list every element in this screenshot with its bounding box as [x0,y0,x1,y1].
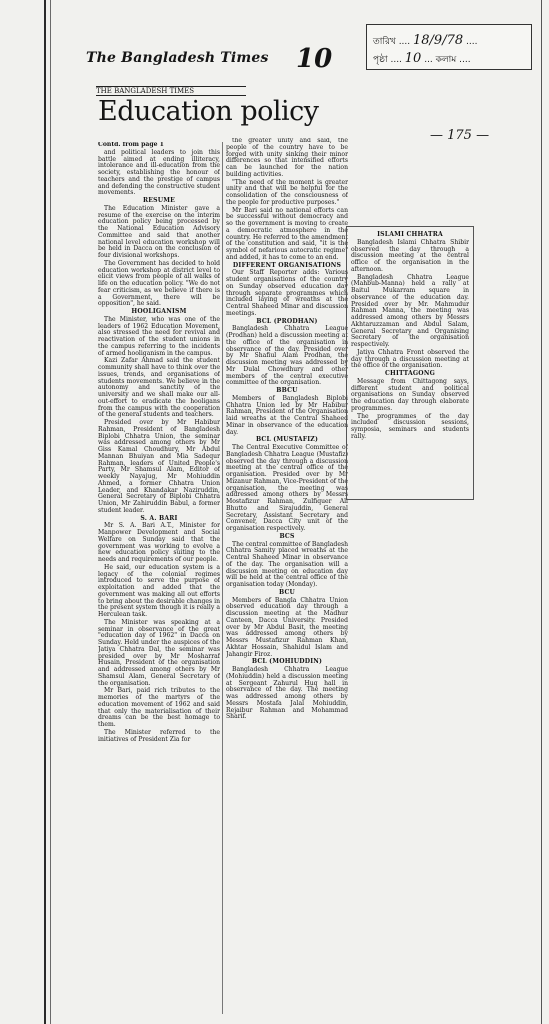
paragraph: The Minister, who was one of the leaders of 1962 Education Movement, also stressed the need for revival and reactivation of the student unions in the campus referring to the incidents of armed hooliganism in the campus. [98,315,220,357]
binding-edge-inner [50,0,51,1024]
continuation-note: Contd. from page 1 [98,142,164,148]
stamp-column-label: কলাম [435,55,457,65]
subheading: BBCU [276,387,298,394]
article-column-2 [226,138,348,1010]
archive-stamp [366,24,532,70]
paragraph: Jatiya Chhatra Front observed the day through a discussion meeting at the office of the organisation. [351,348,469,370]
handwritten-page-number: 10 [296,44,333,74]
paragraph: "The need of the moment is greater unity and that will be helpful for the consolidation of the consciousness of the people for productive purposes." [226,178,348,206]
subheading: RESUME [142,197,175,204]
right-edge [541,0,542,1024]
sidebar-continuation [346,226,474,500]
paragraph: Bangladesh Islami Chhatra Shibir observed the day through a discussion meeting at the central office of the organisation in the afternoon. [351,238,469,273]
paragraph: Bangladesh Chhatra League (Prodhan) held a discussion meeting at the office of the organisation in observance of the day. Presided over by Mr Shafiul Alam Prodhan, the discussion meeting was addressed by Mr Dulal Chowdhury and other members of the central executive committee of the organisation. [226,325,348,387]
paragraph: Mr S. A. Bari A.T., Minister for Manpower Development and Social Welfare on Sunday said that the government was working to evolve a new education policy suiting to the needs and requirements of our people. [98,522,220,563]
paragraph: Members of Bangladesh Biplobi Chhatra Union led by Mr Habibur Rahman, President of the Organisation laid wreaths at the Central Shaheed Minar in observance of the education day. [226,394,348,436]
paragraph: The Education Minister gave a resume of the exercise on the interim education policy being processed by the National Education Advisory Committee and said that another national level education workshop will be held in Dacca on the conclusion of four divisional workshops. [98,204,220,259]
subheading: CHITTAGONG [385,370,435,377]
paragraph: Mr Bari said no national efforts can be successful without democracy and so the government is moving to create a democratic atmosphere in the country. He referred to the amendment of the constitution and said, "it is the symbol of nefarious autocratic regime" and added, it has to come to an end. [226,206,348,261]
subheading: BCL (MOHIUDDIN) [251,658,323,666]
stamp-page-value: 10 [404,51,422,66]
paragraph: Kazi Zafar Ahmad said the student community shall have to think over the issues, trends, and organisations of students movements. We believe in the autonomy and sanctity of the university and we shall make our all-out-effort to eradicate the hooligans from the campus with the cooperation of the general students and teachers. [98,357,220,419]
paragraph: The Minister referred to the initiatives of President Zia for [98,728,220,743]
paragraph: The programmes of the day included discussion sessions, symposia, seminars and students rally. [351,412,469,440]
subheading: BCU [278,588,296,596]
paragraph: The central committee of Bangladesh Chhatra Samity placed wreaths at the Central Shaheed Minar in observance of the day. The organisation will a discussion meeting on education day will be held at the central office of the organisation today (Monday). [226,540,348,588]
subheading: BCL (MUSTAFIZ) [255,436,319,444]
subheading: HOOLIGANISM [131,308,187,315]
column-divider [222,142,223,1014]
stamp-date-label: তারিখ [373,37,396,47]
stamp-page-label: পৃষ্ঠা [373,55,388,65]
binding-edge [44,0,46,1024]
margin-mark-number: 175 [447,128,472,143]
subheading: ISLAMI CHHATRA [377,231,443,238]
article-headline: Education policy [98,96,319,127]
stamp-date-value: 18/9/78 [413,33,464,48]
subheading: S. A. BARI [140,514,178,522]
paragraph: The Central Executive Committee of Bangladesh Chhatra League (Mustafiz) observed the day through a discussion meeting at the central office of the organisation. Presided over by Mr Mizanur Rahman, Vice-President of the organisation, the meeting was addressed among others by Messrs Mostafizur Rahman, Zulfiquer Ali Bhutto and Sirajuddin, General Secretary, Assistant Secretary and Convener, Dacca City unit of the organisation respectively. [226,444,348,532]
stamp-date-row: তারিখ .... 18/9/78 .... [373,33,478,48]
paragraph: The Minister was speaking at a seminar in observance of the great "education day of 1962" in Dacca on Sunday. Held under the auspices of the Jatiya Chhatra Dal, the seminar was presided over by Mr Mosharraf Husain, President of the organisation and addressed among others by Mr Shamsul Alam, General Secretary of the organisation. [98,618,220,687]
paragraph: the greater unity and said, the people of the country have to be forged with unity sinking their minor differences so that intensified efforts can be launched for the nation building activities. [226,138,348,178]
paragraph: Members of Bangla Chhatra Union observed education day through a discussion meeting at the Madhur Canteen, Dacca University. Presided over by Mr Abdul Basit, the meeting was addressed among others by Messrs Mustafizur Rahman Khan, Akhtar Hossain, Shahidul Islam and Jahangir Firoz. [226,596,348,658]
paragraph: Presided over by Mr Habibur Rahman, President of Bangladesh Biplobi Chhatra Union, the seminar was addressed among others by Mr Giss Kamal Choudhury, Mr Abdul Mannan Bhuiyan and Mia Sadequr Rahman, leaders of United People's Party, Mr Shamsul Alam, Editor of weekly Nayajug, Mr Mohiuddin Ahmed, a former Chhatra Union Leader, and Khandakar Naziruddin, General Secretary of Biplobi Chhatra Union, Mr Zahiruddin Babul, a former student leader. [98,419,220,514]
sidebar-column [351,231,469,497]
paragraph: Bangladesh Chhatra League (Mahbub-Manna) held a rally at Baitul Mukarram square in observance of the education day. Presided over by Mr. Mahmudur Rahman Manna, the meeting was addressed among others by Messrs Akhtaruzzaman and Abdul Salam, General Secretary and Organising Secretary of the organisation respectively. [351,273,469,348]
paragraph: Mr Bari, paid rich tributes to the memories of the martyrs of the education movement of 1962 and said that only the materialisation of their dreams can be the best homage to them. [98,687,220,728]
article-source-tag: THE BANGLADESH TIMES [96,86,246,96]
paragraph: Bangladesh Chhatra League (Mohiuddin) held a discussion meeting at Sergeant Zahurul Huq hall in observance of the day. The meeting was addressed among others by Messrs Mostafa Jalal Mohiuddin, Rejaibur Rahman and Mohammad Sharif. [226,666,348,721]
paragraph: and political leaders to join this battle aimed at ending illiteracy, intolerance and ill-education from the society, establishing the honour of teachers and the prestige of campus and defending the constructive student movements. [98,148,220,197]
article [96,86,346,1018]
newspaper-masthead: The Bangladesh Times [86,50,269,66]
subheading: BCL (PRODHAN) [256,317,318,325]
paragraph: Our Staff Reporter adds: Various student organisations of the country on Sunday observed education day through separate programmes which included laying of wreaths at the Central Shaheed Minar and discussion meetings. [226,269,348,317]
subheading: BCS [279,532,295,540]
paragraph: The Government has decided to hold education workshop at district level to elicit views from people of all walks of life on the education policy. "We do not fear criticism, as we believe if there is a Government, there will be opposition", he said. [98,259,220,308]
margin-mark: — 175 — [430,128,490,143]
article-column-1 [98,142,220,1014]
stamp-page-row: পৃষ্ঠা .... 10 ... কলাম .... [373,51,471,66]
subheading: DIFFERENT ORGANISATIONS [232,261,342,269]
paragraph: Message from Chittagong says, different student and political organisations on Sunday observed the education day through elaborate programmes. [351,377,469,412]
paragraph: He said, our education system is a legacy of the colonial regimes introduced to serve the purpose of exploitation and added that the government was making all out efforts to bring about the desirable changes in the present system though it is really a Herculean task. [98,563,220,618]
